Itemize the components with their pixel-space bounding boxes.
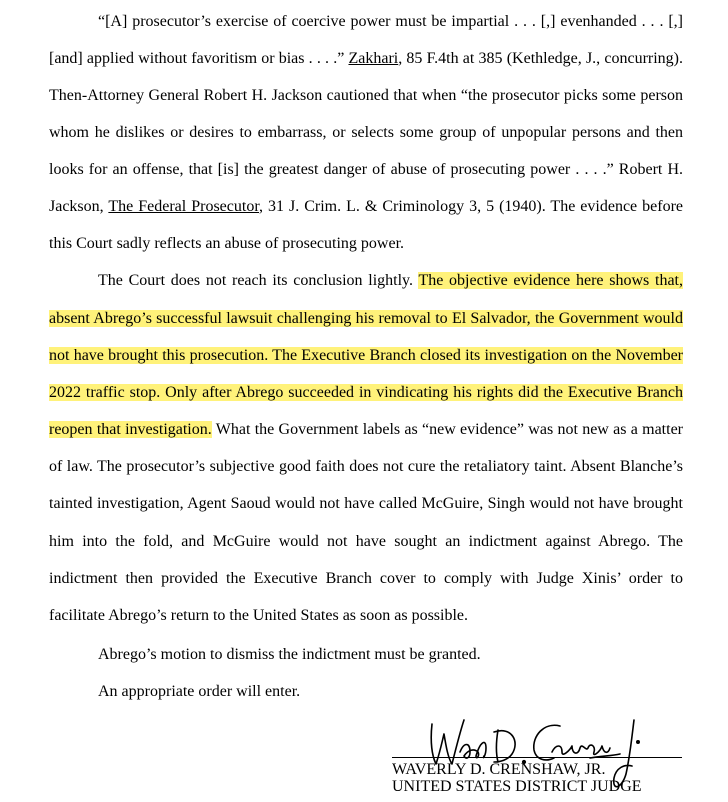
text-line xyxy=(49,160,683,180)
text-line xyxy=(49,457,683,477)
text-line xyxy=(49,197,683,217)
text-line xyxy=(49,606,683,626)
text-run: “[A] prosecutor’s exercise of coercive power must be impartial . . . [,] evenhanded . . . [,] xyxy=(98,13,683,30)
text-line xyxy=(49,123,683,143)
text-line xyxy=(49,346,683,366)
text-run: of law. The prosecutor’s subjective good faith does not cure the retaliatory taint. Absent Blanche’s xyxy=(49,458,683,475)
highlighted-text: The objective evidence here shows that, xyxy=(418,272,683,289)
text-line xyxy=(98,682,683,702)
text-line xyxy=(98,645,683,665)
highlighted-text: reopen that investigation. xyxy=(49,421,212,438)
citation-underlined: Zakhari xyxy=(348,50,399,67)
text-run: indictment then provided the Executive Branch cover to comply with Judge Xinis’ order to xyxy=(49,570,683,587)
text-line xyxy=(49,309,683,329)
text-run: looks for an offense, that [is] the greatest danger of abuse of prosecuting power . . . .” Robert H. xyxy=(49,161,683,178)
text-run: [and] applied without favoritism or bias . . . .” xyxy=(49,50,349,67)
text-line xyxy=(49,49,683,69)
text-run: Jackson, xyxy=(49,198,109,215)
text-run: facilitate Abrego’s return to the United States as soon as possible. xyxy=(49,607,469,624)
text-line xyxy=(49,234,683,254)
text-line xyxy=(98,271,683,291)
text-run: Then-Attorney General Robert H. Jackson cautioned that when “the prosecutor picks some person xyxy=(49,87,683,104)
text-run: What the Government labels as “new evidence” was not new as a matter xyxy=(211,421,683,438)
text-run: An appropriate order will enter. xyxy=(98,683,301,700)
text-line xyxy=(49,420,683,440)
text-line xyxy=(49,569,683,589)
signer-name: WAVERLY D. CRENSHAW, JR. xyxy=(392,761,606,778)
signer-title: UNITED STATES DISTRICT JUDGE xyxy=(392,778,642,795)
text-run: , 31 J. Crim. L. & Criminology 3, 5 (1940). The evidence before xyxy=(259,198,684,215)
highlighted-text: absent Abrego’s successful lawsuit challenging his removal to El Salvador, the Government would xyxy=(49,310,683,327)
signature-line xyxy=(392,757,682,758)
text-run: , 85 F.4th at 385 (Kethledge, J., concurring). xyxy=(398,50,683,67)
highlighted-text: 2022 traffic stop. Only after Abrego succeeded in vindicating his rights did the Executive Branch xyxy=(49,384,683,401)
text-line xyxy=(98,12,683,32)
text-line xyxy=(49,532,683,552)
text-line xyxy=(49,86,683,106)
citation-underlined: The Federal Prosecutor xyxy=(108,198,260,215)
text-run: him into the fold, and McGuire would not have sought an indictment against Abrego. The xyxy=(49,533,683,550)
text-run: this Court sadly reflects an abuse of prosecuting power. xyxy=(49,235,405,252)
text-run: tainted investigation, Agent Saoud would not have called McGuire, Singh would not have brought xyxy=(49,495,683,512)
text-run: The Court does not reach its conclusion lightly. xyxy=(98,272,419,289)
text-line xyxy=(49,494,683,514)
text-run: Abrego’s motion to dismiss the indictment must be granted. xyxy=(98,646,481,663)
text-line xyxy=(49,383,683,403)
highlighted-text: not have brought this prosecution. The Executive Branch closed its investigation on the November xyxy=(49,347,683,364)
text-run: whom he dislikes or desires to embarrass, or selects some group of unpopular persons and then xyxy=(49,124,683,141)
